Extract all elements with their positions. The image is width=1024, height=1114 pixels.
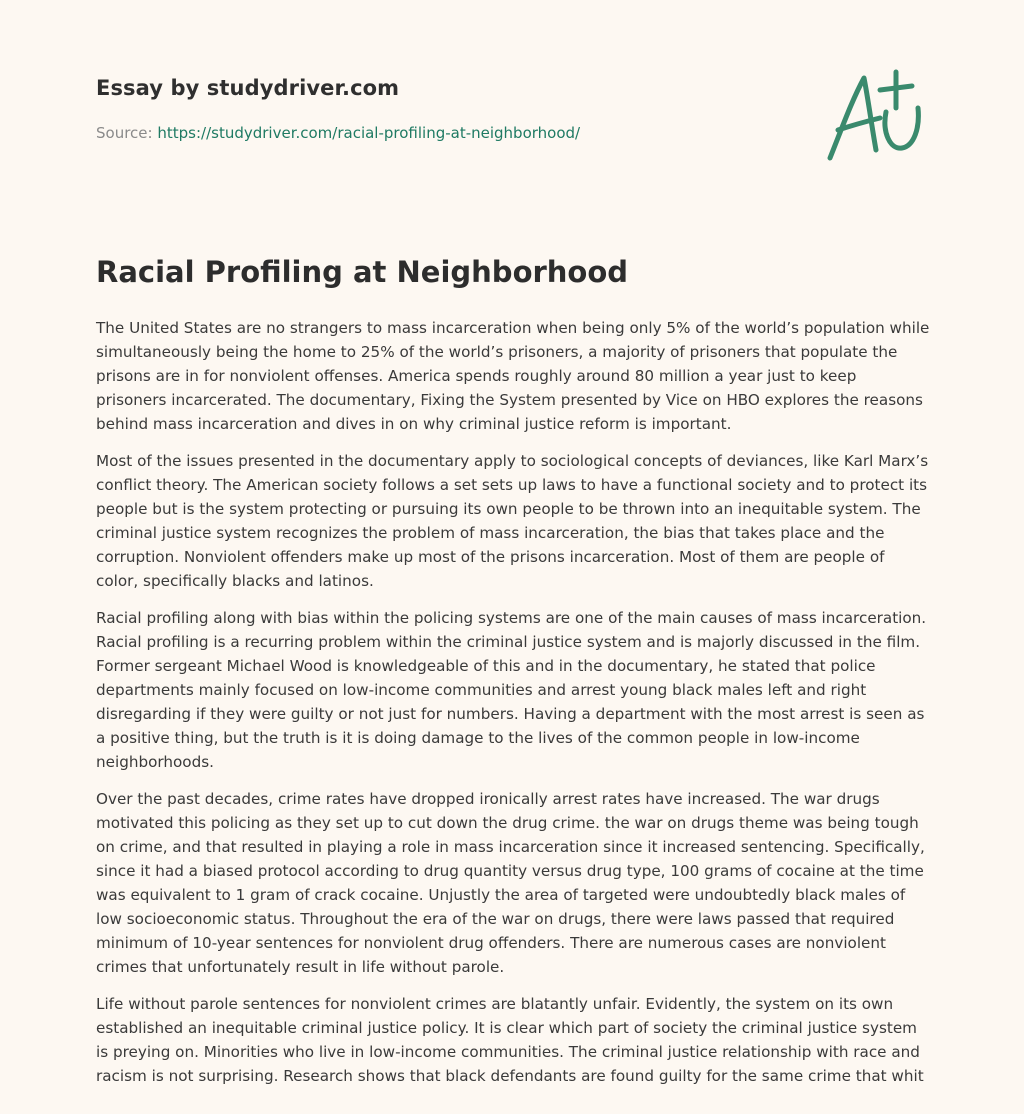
essay-title: Racial Profiling at Neighborhood [96,255,629,289]
essay-paragraph-2: Most of the issues presented in the documentary apply to sociological concepts of deviances, like Karl Marx’s conflict theory. The American society follows a set sets up laws to have a functional society and to protect its people but is the system protecting or pursuing its own people to be thrown into an inequitable system. The criminal justice system recognizes the problem of mass incarceration, the bias that takes place and the corruption. Nonviolent offenders make up most of the prisons incarceration. Most of them are people of color, specifically blacks and latinos. [96,452,929,590]
essay-paragraph-1: The United States are no strangers to mass incarceration when being only 5% of the world’s population while simultaneously being the home to 25% of the world’s prisoners, a majority of prisoners that populate the prisons are in for nonviolent offenses. America spends roughly around 80 million a year just to keep prisoners incarcerated. The documentary, Fixing the System presented by Vice on HBO explores the reasons behind mass incarceration and dives in on why criminal justice reform is important. [96,319,930,433]
source-line [96,124,580,142]
source-link[interactable]: https://studydriver.com/racial-profiling-at-neighborhood/ [157,124,581,142]
essay-paragraph-4: Over the past decades, crime rates have dropped ironically arrest rates have increased. The war drugs motivated this policing as they set up to cut down the drug crime. the war on drugs theme was being tough on crime, and that resulted in playing a role in mass incarceration since it increased sentencing. Specifically, since it had a biased protocol according to drug quantity versus drug type, 100 grams of cocaine at the time was equivalent to 1 gram of crack cocaine. Unjustly the area of targeted were undoubtedly black males of low socioeconomic status. Throughout the era of the war on drugs, there were laws passed that required minimum of 10-year sentences for nonviolent drug offenders. There are numerous cases are nonviolent crimes that unfortunately result in life without parole. [96,790,925,976]
source-label: Source: [96,124,153,142]
essay-paragraph-3: Racial profiling along with bias within the policing systems are one of the main causes of mass incarceration. Racial profiling is a recurring problem within the criminal justice system and is majorly discussed in the film. Former sergeant Michael Wood is knowledgeable of this and in the documentary, he stated that police departments mainly focused on low-income communities and arrest young black males left and right disregarding if they were guilty or not just for numbers. Having a department with the most arrest is seen as a positive thing, but the truth is it is doing damage to the lives of the common people in low-income neighborhoods. [96,609,927,771]
essay-body [96,316,931,1101]
site-title: Essay by studydriver.com [96,76,400,100]
a-plus-logo-icon [822,68,928,166]
essay-paragraph-5: Life without parole sentences for nonviolent crimes are blatantly unfair. Evidently, the system on its own established an inequitable criminal justice policy. It is clear which part of society the criminal justice system is preying on. Minorities who live in low-income communities. The criminal justice relationship with race and racism is not surprising. Research shows that black defendants are found guilty for the same crime that whit [96,995,924,1085]
